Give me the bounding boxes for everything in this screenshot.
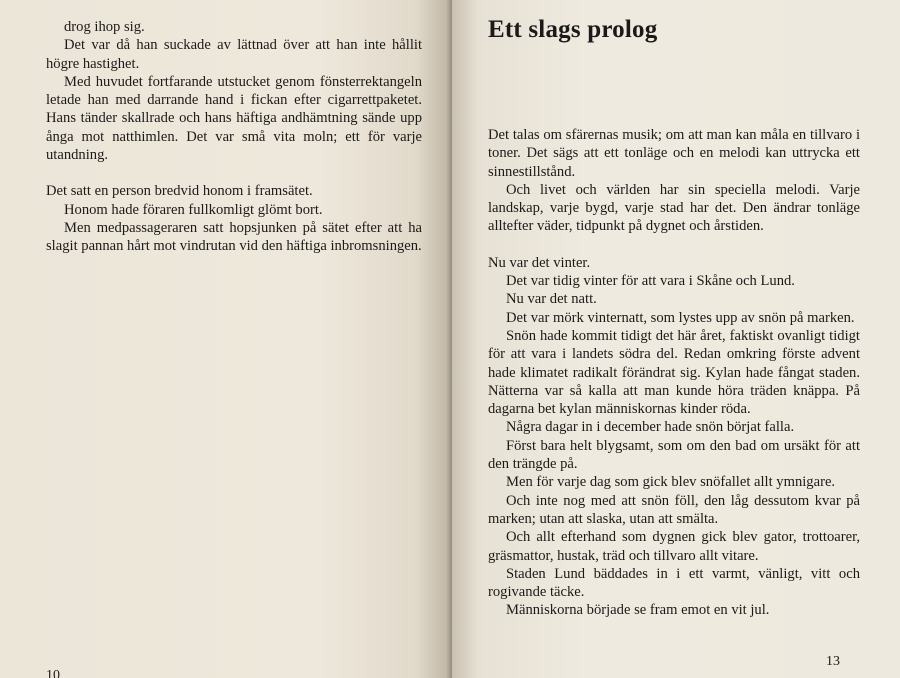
paragraph: Det var mörk vinternatt, som lystes upp av snön på marken.	[506, 309, 855, 326]
paragraph: Och allt efterhand som dygnen gick blev gator, trottoarer, gräsmattor, hustak, träd och tillvaro allt vitare.	[488, 529, 860, 564]
paragraph: drog ihop sig.	[64, 19, 145, 35]
left-page-number: 10	[46, 668, 60, 678]
paragraph: Det talas om sfärernas musik; om att man kan måla en tillvaro i toner. Det sägs att ett tonläge och en melodi kan uttrycka ett sinnestillstånd.	[488, 127, 860, 180]
paragraph: Människorna började se fram emot en vit jul.	[506, 602, 770, 619]
paragraph: Snön hade kommit tidigt det här året, faktiskt ovanligt tidigt för att vara i landets södra del. Redan omkring förste advent hade klimatet radikalt förändrat sig. Kylan hade fångat staden. Nätterna var så kalla att man kunde höra träden knäppa. På dagarna bet kylan människornas kinder röda.	[488, 327, 860, 418]
paragraph: Nu var det vinter.	[488, 254, 591, 271]
paragraph: Och livet och världen har sin speciella melodi. Varje landskap, varje bygd, varje stad har det. Den ändrar tonläge alltefter väder, tidpunkt på dygnet och årstiden.	[488, 181, 860, 235]
paragraph: Men för varje dag som gick blev snöfallet allt ymnigare.	[506, 474, 836, 491]
paragraph: Det var tidig vinter för att vara i Skåne och Lund.	[506, 273, 795, 290]
paragraph: Först bara helt blygsamt, som om den bad om ursäkt för att den trängde på.	[488, 437, 860, 473]
paragraph: Men medpassageraren satt hopsjunken på sätet efter att ha slagit pannan hårt mot vindrutan vid den häftiga inbromsningen.	[46, 219, 422, 255]
paragraph: Med huvudet fortfarande utstucket genom fönsterrektangeln letade han med darrande hand i fickan efter cigarrettpaketet. Hans tänder skallrade och hans häftiga andhämtning sände upp ånga mot natthimlen. Det var små vita moln; ett för varje utandning.	[46, 73, 422, 164]
chapter-title: Ett slags prolog	[488, 16, 658, 43]
right-page-body	[488, 126, 860, 620]
paragraph: Nu var det natt.	[506, 291, 597, 308]
right-page	[452, 0, 900, 678]
paragraph: Några dagar in i december hade snön börjat falla.	[506, 419, 795, 436]
paragraph: Det var då han suckade av lättnad över att han inte hållit högre hastighet.	[46, 37, 422, 72]
paragraph: Och inte nog med att snön föll, den låg dessutom kvar på marken; utan att slaska, utan att smälta.	[488, 492, 860, 527]
paragraph: Det satt en person bredvid honom i framsätet.	[46, 183, 313, 200]
paragraph: Staden Lund bäddades in i ett varmt, vänligt, vitt och rogivande täcke.	[488, 565, 860, 601]
paragraph: Honom hade föraren fullkomligt glömt bort.	[64, 201, 323, 218]
right-page-number: 13	[826, 654, 840, 669]
left-page-body	[46, 18, 422, 256]
